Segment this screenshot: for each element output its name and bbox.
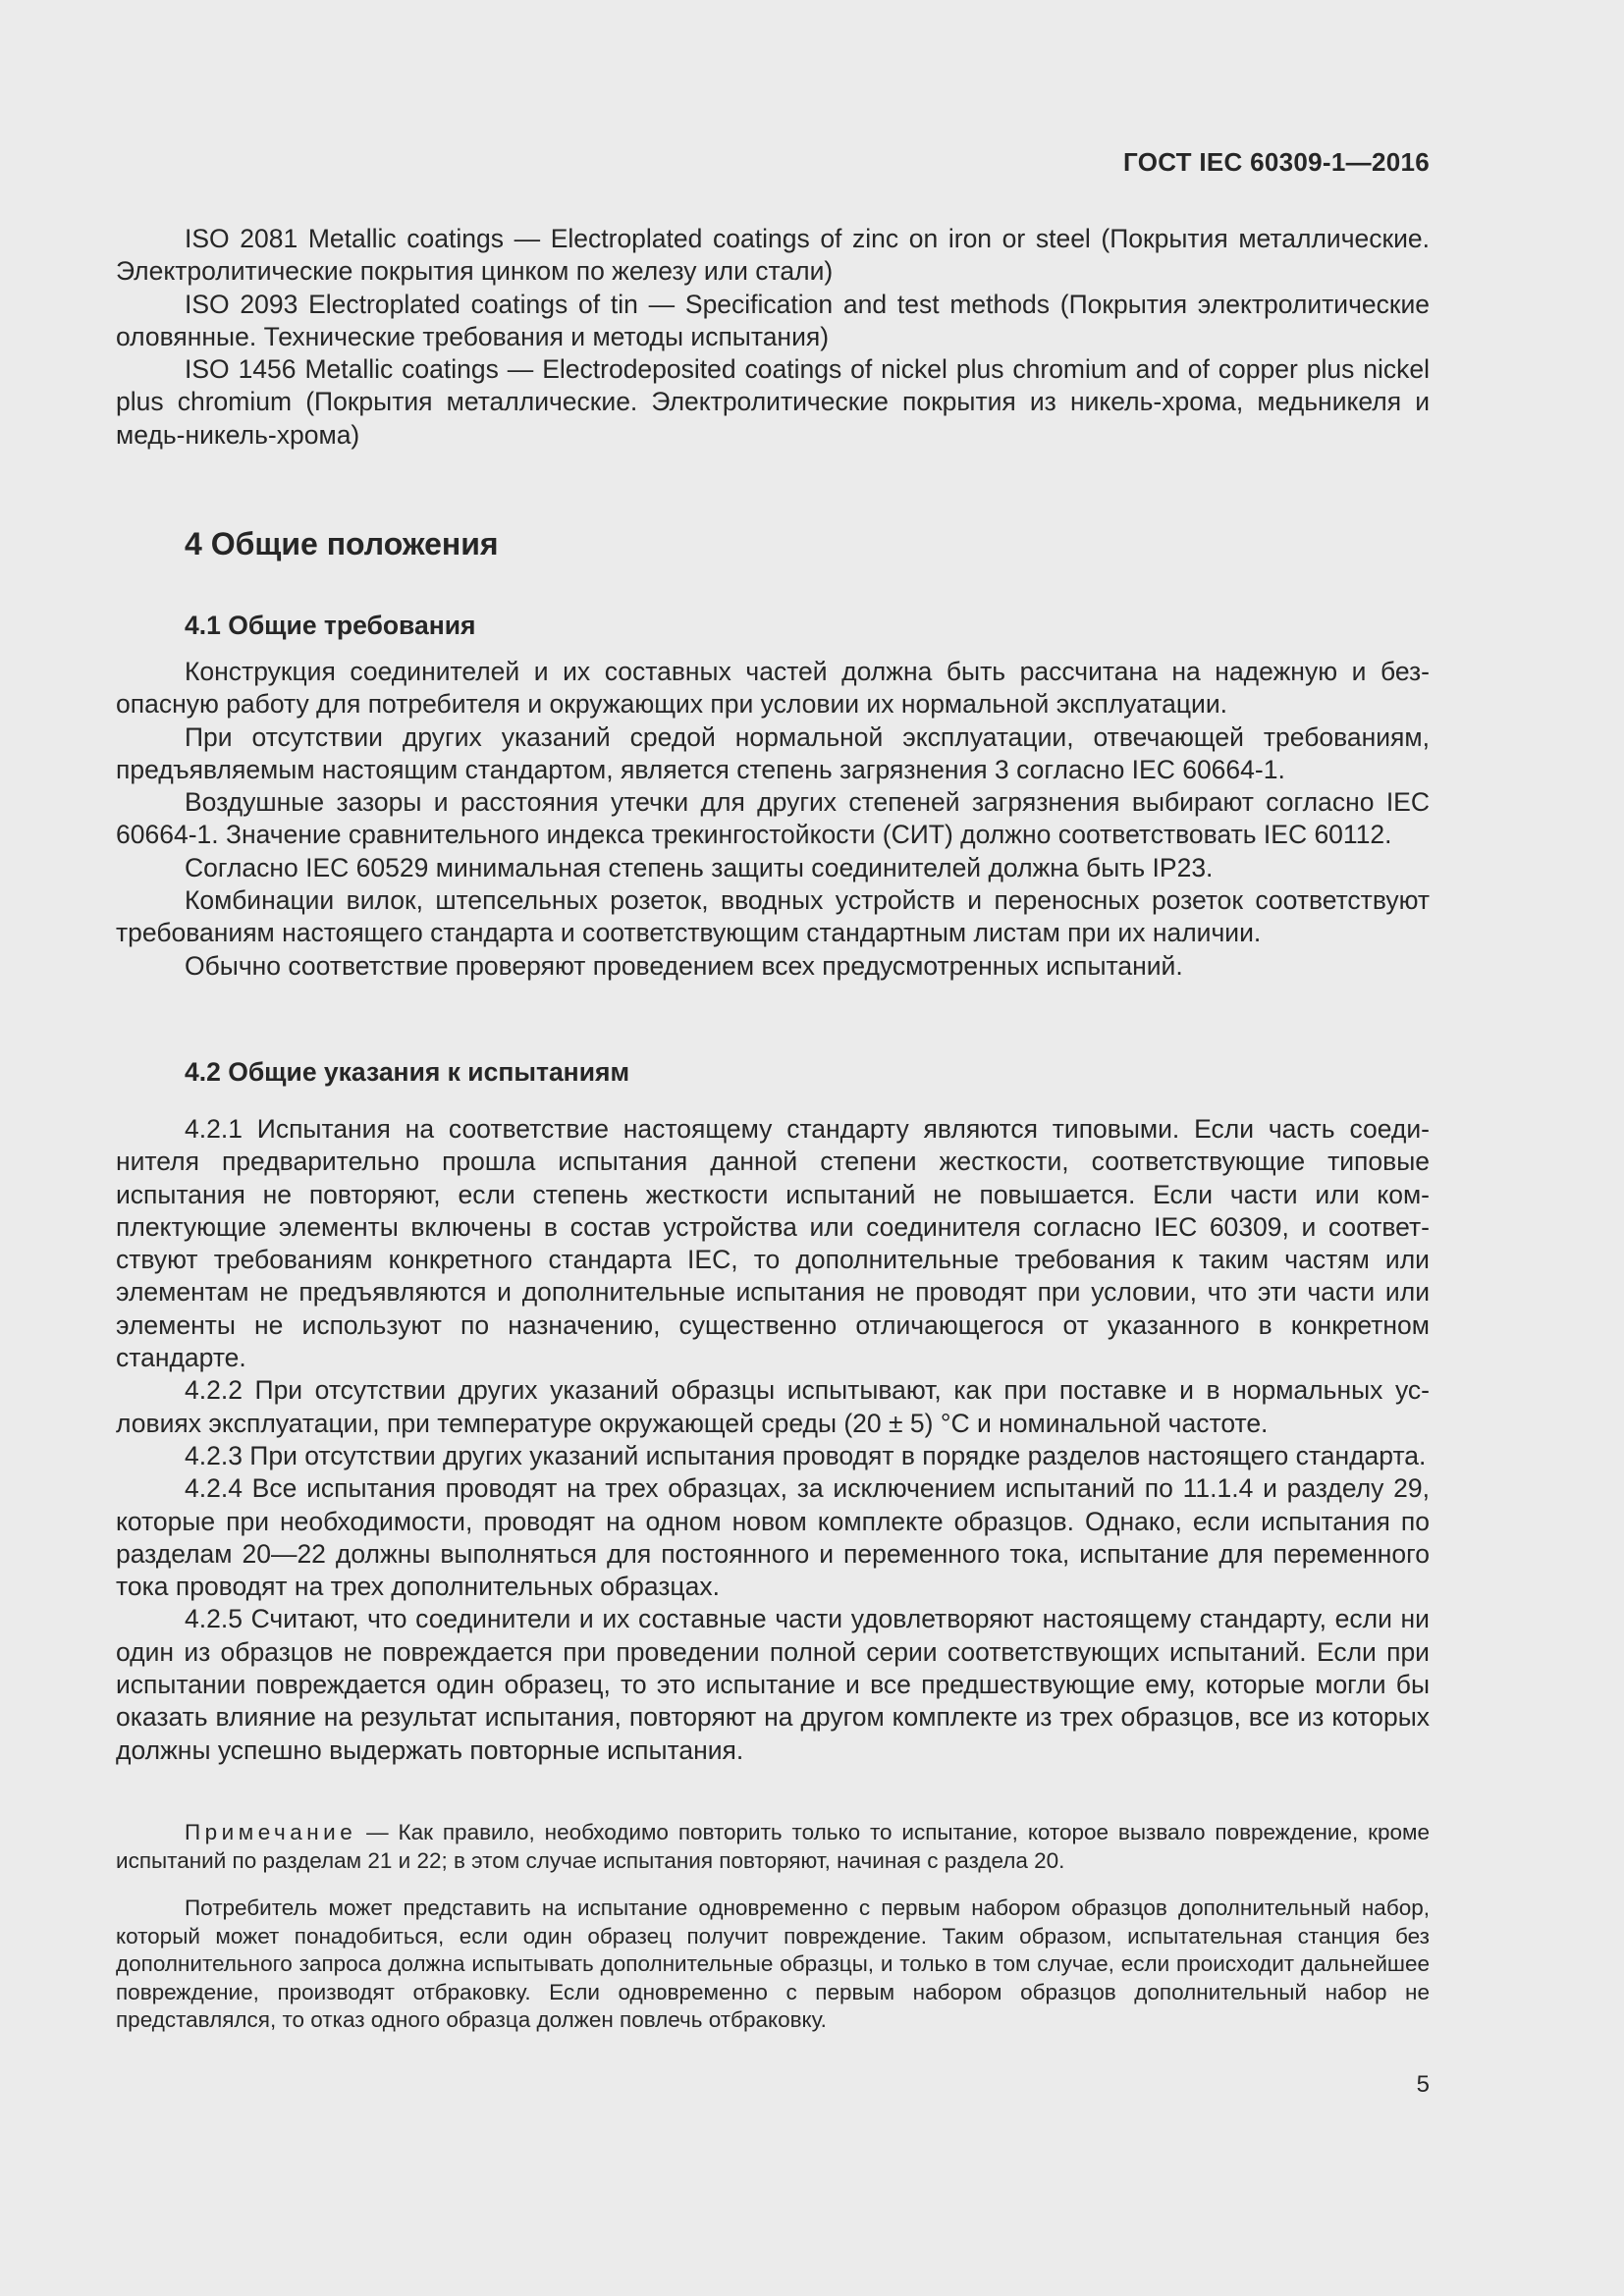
reference-item: ISO 2081 Metallic coatings — Electroplated coatings of zinc on iron or steel (Покрытия металлические. Электролитические покрытия цинком по железу или стали)	[116, 224, 1430, 287]
paragraph: 4.2.3 При отсутствии других указаний испытания проводят в порядке разделов настоящего стандарта.	[185, 1440, 1427, 1470]
paragraph: Конструкция соединителей и их составных частей должна быть рассчитана на надежную и безопасную работу для потребителя и окружающих при условии их нормальной эксплуатации.	[116, 657, 1430, 720]
document-page	[116, 0, 1430, 2296]
subsection-4-1-body	[116, 656, 1430, 983]
note-block	[116, 1819, 1430, 1875]
paragraph: 4.2.5 Считают, что соединители и их составные части удовлетворяют настоящему стандарту, если ни один из образцов не повреждается при проведении полной серии соответствующих испытаний. Если при испытании повреждается один образец, то это испытание и все предшествующие ему, которые могли бы оказать влияние на результат испытания, повторяют на другом комплекте из трех образцов, все из которых должны успешно выдержать повторные испытания.	[116, 1604, 1430, 1765]
paragraph: 4.2.1 Испытания на соответствие настоящему стандарту являются типовыми. Если часть соединителя предварительно прошла испытания данной степени жесткости, соответствующие типовые испытания не повторяют, если степень жесткости испытаний не повышается. Если части или комплектующие элементы включены в состав устройства или соединителя согласно IEC 60309, и соответствуют требованиям конкретного стандарта IEC, то дополнительные требования к таким частям или элементам не предъявляются и дополнительные испытания не проводят при условии, что эти части или элементы не используют по назначению, существенно отличающегося от указанного в конкретном стандарте.	[116, 1114, 1430, 1373]
note-label: Примечание	[185, 1820, 357, 1844]
paragraph: При отсутствии других указаний средой нормальной эксплуатации, отвечающей требованиям, предъявляемым настоящим стандартом, является степень загрязнения 3 согласно IEC 60664-1.	[116, 721, 1430, 784]
normative-references	[116, 223, 1430, 452]
paragraph: Согласно IEC 60529 минимальная степень защиты соединителей должна быть IP23.	[185, 852, 1214, 882]
paragraph: 4.2.4 Все испытания проводят на трех образцах, за исключением испытаний по 11.1.4 и разделу 29, которые при необходимости, проводят на одном новом комплекте образцов. Однако, если испытания по разделам 20—22 должны выполняться для постоянного и переменного тока, испытание для переменного тока проводят на трех дополнительных образцах.	[116, 1473, 1430, 1602]
note-text: — Как правило, необходимо повторить только то испытание, которое вызвало повреждение, кроме испытаний по разделам 21 и 22; в этом случае испытания повторяют, начиная с раздела 20.	[116, 1820, 1430, 1873]
paragraph: 4.2.2 При отсутствии других указаний образцы испытывают, как при поставке и в нормальных условиях эксплуатации, при температуре окружающей среды (20 ± 5) °С и номинальной частоте.	[116, 1375, 1430, 1438]
note-paragraph	[116, 1819, 1430, 1875]
paragraph: Обычно соответствие проверяют проведением всех предусмотренных испытаний.	[185, 950, 1183, 981]
subsection-heading: 4.2 Общие указания к испытаниям	[185, 1057, 630, 1087]
document-header: ГОСТ IEC 60309-1—2016	[1123, 147, 1430, 177]
subsection-heading: 4.1 Общие требования	[185, 611, 476, 640]
small-paragraph: Потребитель может представить на испытание одновременно с первым набором образцов дополнительный набор, который может понадобиться, если один образец получит повреждение. Таким образом, испытательная станция без дополнительного запроса должна испытывать дополнительные образцы, и только в том случае, если происходит дальнейшее повреждение, производят отбраковку. Если одновременно с первым набором образцов дополнительный набор не представлялся, то отказ одного образца должен повлечь отбраковку.	[116, 1896, 1430, 2032]
subsection-4-2-body	[116, 1113, 1430, 1767]
paragraph: Комбинации вилок, штепсельных розеток, вводных устройств и переносных розеток соответствуют требованиям настоящего стандарта и соответствующим стандартным листам при их наличии.	[116, 885, 1430, 948]
section-heading: 4 Общие положения	[185, 526, 499, 561]
paragraph: Воздушные зазоры и расстояния утечки для других степеней загрязнения выбирают согласно IEC 60664-1. Значение сравнительного индекса трекингостойкости (СИТ) должно соответствовать IEC 60112.	[116, 787, 1430, 850]
reference-item: ISO 1456 Metallic coatings — Electrodeposited coatings of nickel plus chromium and of copper plus nickel plus chromium (Покрытия металлические. Электролитические покрытия из никель-хрома, медьникеля и медь-никель-хрома)	[116, 354, 1430, 450]
small-print-block	[116, 1895, 1430, 2035]
reference-item: ISO 2093 Electroplated coatings of tin — Specification and test methods (Покрытия электролитические оловянные. Технические требования и методы испытания)	[116, 289, 1430, 351]
page-number: 5	[1416, 2071, 1430, 2098]
